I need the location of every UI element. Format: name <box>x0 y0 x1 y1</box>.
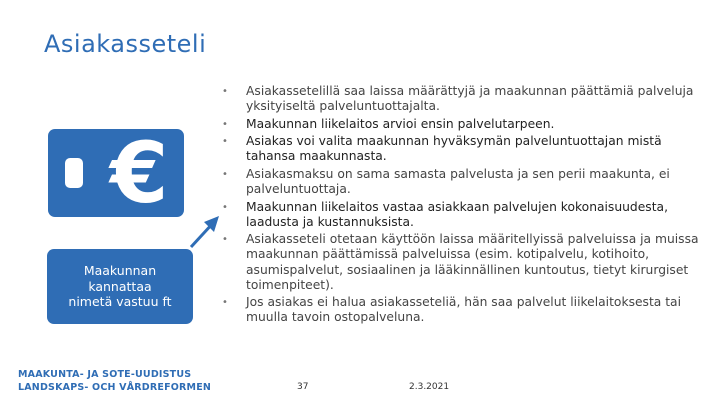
bullet-text: Maakunnan liikelaitos arvioi ensin palvelutarpeen. <box>246 116 555 131</box>
euro-sign-icon: € <box>110 124 169 222</box>
bullet-text: Maakunnan liikelaitos vastaa asiakkaan palvelujen kokonaisuudesta, laadusta ja kustannuksista. <box>246 199 668 229</box>
callout-line: nimetä vastuu ft <box>68 294 172 310</box>
bullet-dot-icon: • <box>222 118 228 130</box>
bullet-dot-icon: • <box>222 234 228 246</box>
bullet-dot-icon: • <box>222 168 228 180</box>
bullet-dot-icon: • <box>222 136 228 148</box>
arrow-icon <box>188 214 222 250</box>
callout-line: kannattaa <box>88 278 152 294</box>
bullet-item <box>222 295 700 325</box>
bullet-item <box>222 117 700 132</box>
page-number: 37 <box>297 382 309 392</box>
bullet-list <box>222 84 700 328</box>
bullet-dot-icon: • <box>222 201 228 213</box>
bullet-item <box>222 167 700 197</box>
logo-line: LANDSKAPS- OCH VÅRDREFORMEN <box>18 382 212 393</box>
slide-date: 2.3.2021 <box>409 382 450 392</box>
callout-text <box>68 263 171 310</box>
bullet-item <box>222 134 700 164</box>
slide-title: Asiakasseteli <box>44 30 207 58</box>
bullet-item <box>222 200 700 230</box>
bullet-text: Asiakasseteli otetaan käyttöön laissa määritellyissä palveluissa ja muissa maakunnan päättämissä palveluissa (esim. kotipalvelu, kotihoito, asumispalvelut, sosiaalinen ja lääkinnällinen kuntoutus, tietyt kirurgiset toimenpiteet). <box>246 232 699 292</box>
bullet-item <box>222 84 700 114</box>
footer-logo <box>18 368 211 394</box>
bullet-text: Asiakassetelillä saa laissa määrättyjä ja maakunnan päättämiä palveluja yksityiseltä palveluntuottajalta. <box>246 84 694 114</box>
callout-line: Maakunnan <box>83 263 157 279</box>
callout-box <box>47 249 193 324</box>
bullet-text: Jos asiakas ei halua asiakasseteliä, hän saa palvelut liikelaitoksesta tai muulla tavoin ostopalveluna. <box>246 295 681 325</box>
card-slot-shape <box>65 158 83 188</box>
bullet-text: Asiakasmaksu on sama samasta palvelusta ja sen perii maakunta, ei palveluntuottaja. <box>246 166 670 197</box>
bullet-dot-icon: • <box>222 86 228 97</box>
logo-line: MAAKUNTA- JA SOTE-UUDISTUS <box>18 369 192 380</box>
bullet-text: Asiakas voi valita maakunnan hyväksymän palveluntuottajan mistä tahansa maakunnasta. <box>246 134 662 164</box>
bullet-item <box>222 232 700 292</box>
bullet-dot-icon: • <box>222 297 228 309</box>
euro-card-icon <box>48 124 184 222</box>
